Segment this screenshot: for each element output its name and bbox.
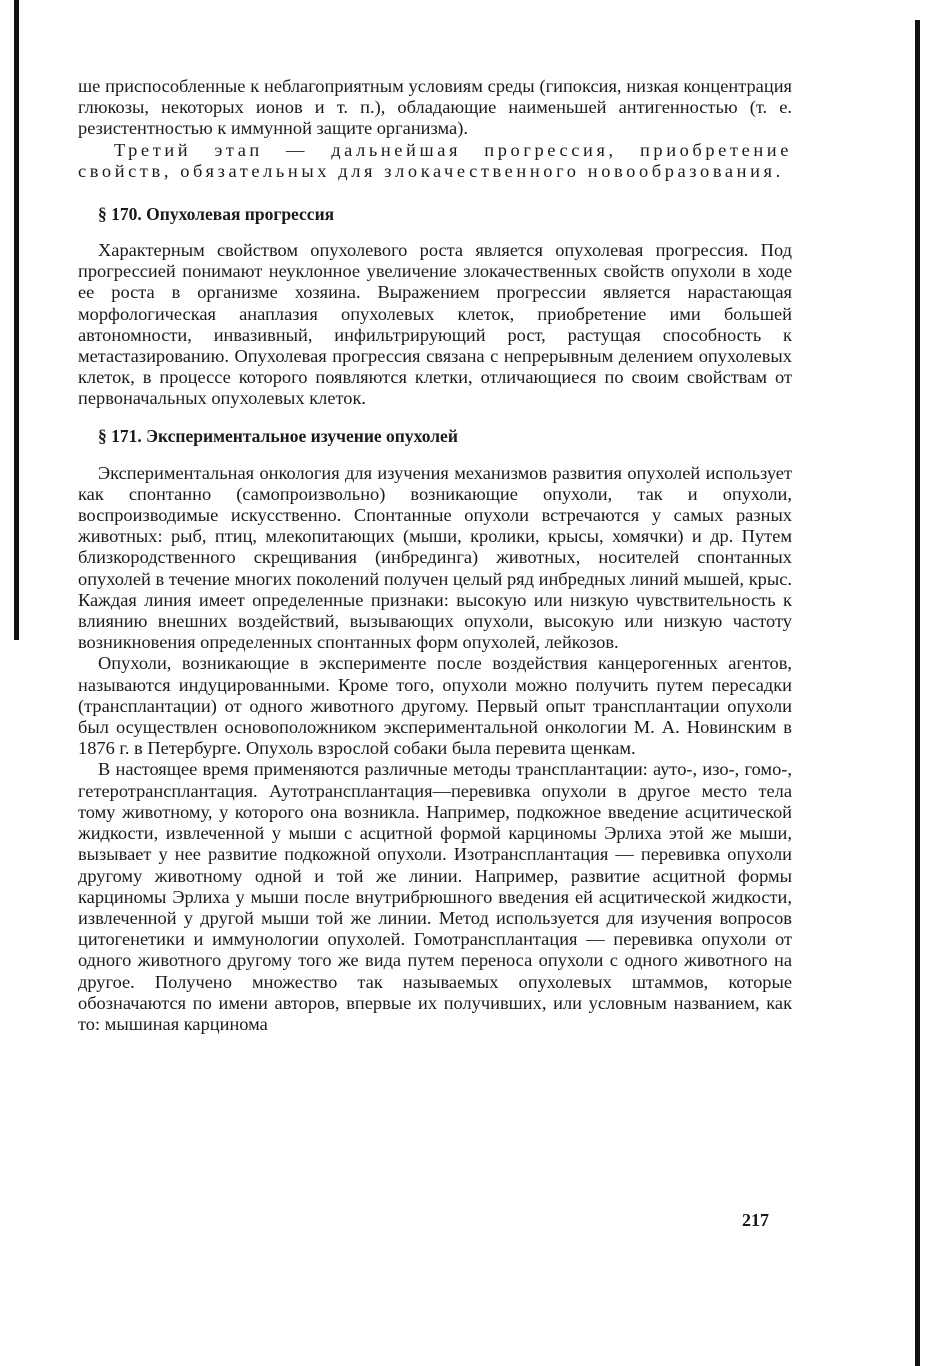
paragraph-induced-tumors: Опухоли, возникающие в эксперименте после воздействия канцерогенных агентов, называются индуцированными. Кроме того, опухоли можно получить путем пересадки (трансплантации) от одного животного другому. Первый опыт трансплантации опухоли был осуществлен основоположником экспериментальной онкологии М. А. Новинским в 1876 г. в Петербурге. Опухоль взрослой собаки была перевита щенкам. bbox=[78, 653, 792, 759]
paragraph-tumor-progression: Характерным свойством опухолевого роста является опухолевая прогрессия. Под прогрессией понимают неуклонное увеличение злокачественных свойств опухоли в ходе ее роста в организме хозяина. Выражением прогрессии является нарастающая морфологическая анаплазия опухолевых клеток, приобретение ими большей автономности, инвазивный, инфильтрирующий рост, растущая способность к метастазированию. Опухолевая прогрессия связана с непрерывным делением опухолевых клеток, в процессе которого появляются клетки, отличающиеся по своим свойствам от первоначальных опухолевых клеток. bbox=[78, 240, 792, 409]
paragraph-continuation: ше приспособленные к неблагоприятным условиям среды (гипоксия, низкая концентрация глюкозы, некоторых ионов и т. п.), обладающие наименьшей антигенностью (т. е. резистентностью к иммунной защите организма). bbox=[78, 76, 792, 139]
scan-edge-left bbox=[14, 0, 19, 640]
paragraph-third-stage: Третий этап — дальнейшая прогрессия, приобретение свойств, обязательных для злокачественного новообразования. bbox=[78, 139, 792, 181]
paragraph-transplantation-methods: В настоящее время применяются различные методы трансплантации: ауто-, изо-, гомо-, гетеротрансплантация. Аутотрансплантация—перевивка опухоли в другое место тела тому животному, у которого она возникла. Например, подкожное введение асцитической жидкости, извлеченной у мыши с асцитной формой карциномы Эрлиха этой же мыши, вызывает у нее развитие подкожной опухоли. Изотрансплантация — перевивка опухоли другому животному одной и той же линии. Например, развитие асцитной формы карциномы Эрлиха у мыши после внутрибрюшного введения ей асцитической жидкости, извлеченной у другой мыши той же линии. Метод используется для изучения вопросов цитогенетики и иммунологии опухолей. Гомотрансплантация — перевивка опухоли от одного животного другому того же вида путем переноса опухоли с одного животного на другое. Получено множество так называемых опухолевых штаммов, которые обозначаются по имени авторов, впервые их получивших, или условным названием, как то: мышиная карцинома bbox=[78, 759, 792, 1034]
scan-edge-right bbox=[915, 20, 920, 1366]
paragraph-experimental-oncology: Экспериментальная онкология для изучения механизмов развития опухолей использует как спонтанно (самопроизвольно) возникающие опухоли, так и опухоли, воспроизводимые искусственно. Спонтанные опухоли встречаются у самых разных животных: рыб, птиц, млекопитающих (мыши, кролики, крысы, хомячки) и др. Путем близкородственного скрещивания (инбрединга) животных, носителей спонтанных опухолей в течение многих поколений получен целый ряд инбредных линий мышей, крыс. Каждая линия имеет определенные признаки: высокую или низкую чувствительность к влиянию внешних воздействий, вызывающих опухоли, высокую или низкую частоту возникновения определенных спонтанных форм опухолей, лейкозов. bbox=[78, 462, 792, 653]
page-number: 217 bbox=[742, 1210, 769, 1230]
section-heading-170: § 170. Опухолевая прогрессия bbox=[98, 204, 335, 225]
page-body bbox=[78, 76, 792, 1035]
section-heading-171: § 171. Экспериментальное изучение опухолей bbox=[98, 425, 458, 446]
